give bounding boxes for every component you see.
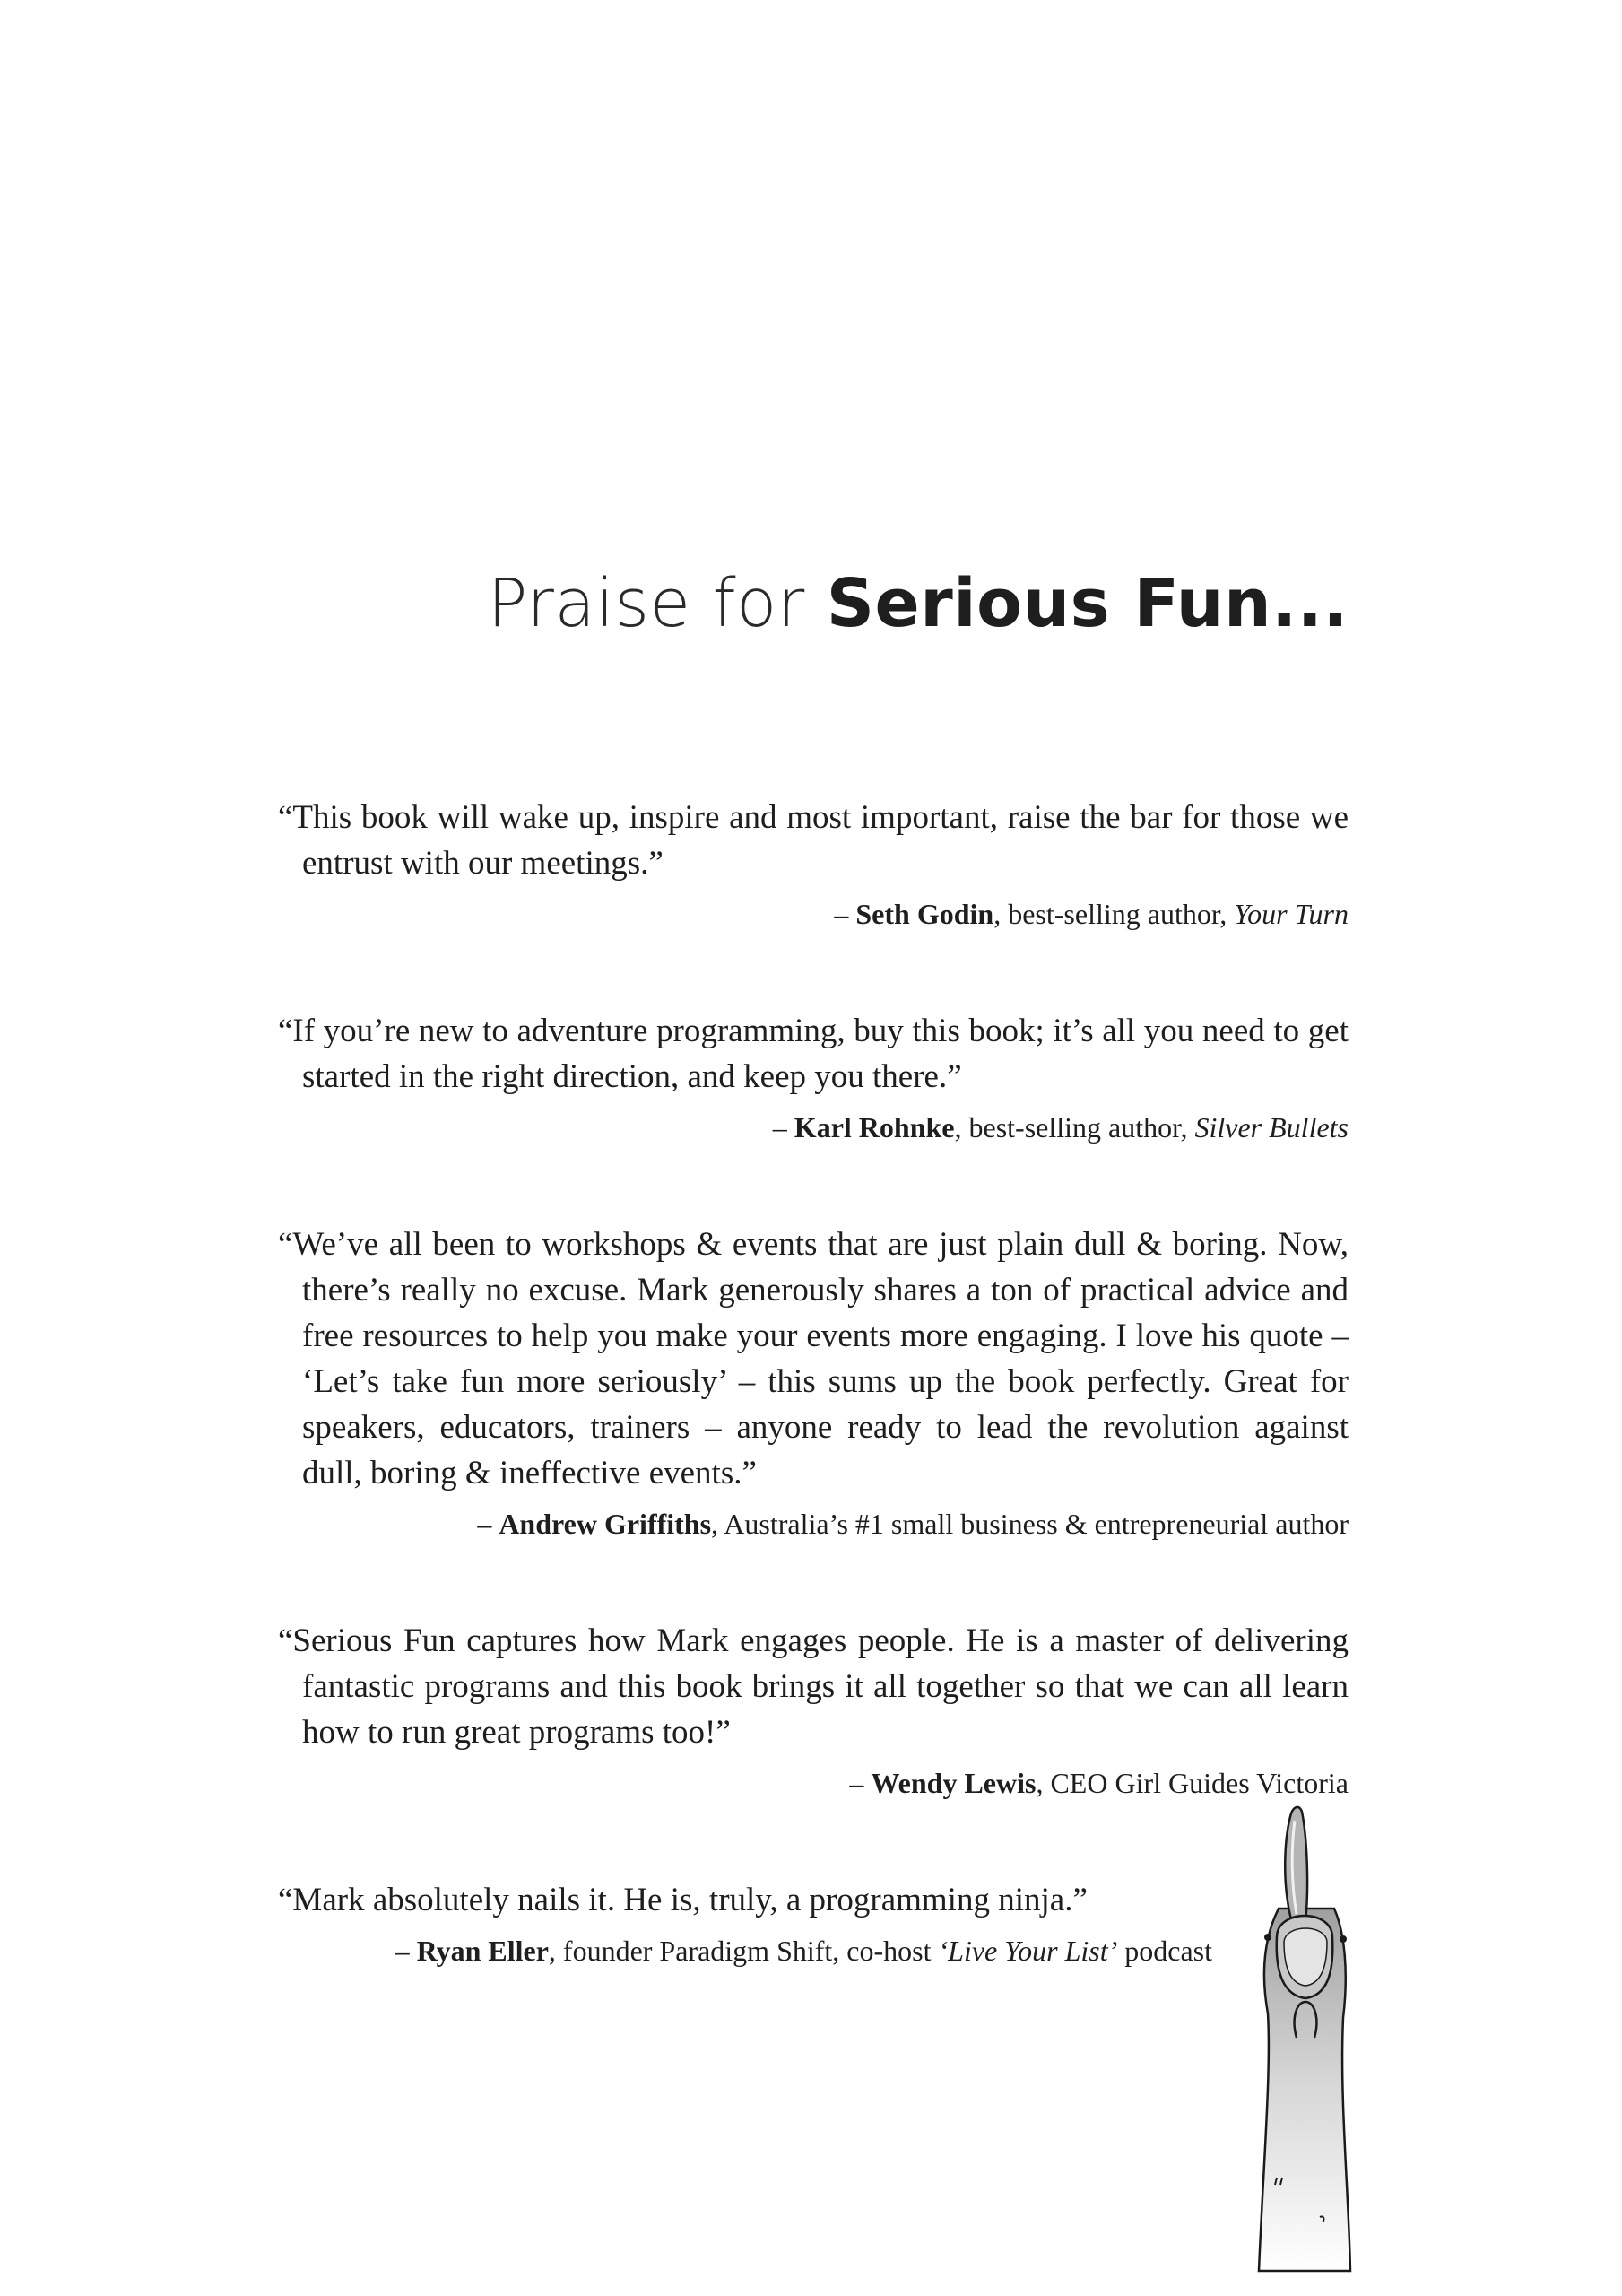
attribution-dash: – bbox=[834, 898, 856, 930]
quote-attribution bbox=[278, 1105, 1349, 1150]
attribution-role: , best-selling author, bbox=[954, 1111, 1195, 1144]
title-book-name: Serious Fun... bbox=[826, 565, 1349, 642]
quote-text: “Mark absolutely nails it. He is, truly, a programming ninja.” bbox=[278, 1882, 1088, 1918]
attribution-dash: – bbox=[477, 1508, 499, 1540]
attribution-role: , best-selling author, bbox=[993, 898, 1235, 930]
attribution-name: Ryan Eller bbox=[416, 1935, 549, 1967]
attribution-dash: – bbox=[395, 1935, 417, 1967]
quote-text: “This book will wake up, inspire and most important, raise the bar for those we entrust with our meetings.” bbox=[278, 799, 1349, 882]
attribution-work: ‘Live Your List’ bbox=[938, 1935, 1118, 1967]
quote-attribution bbox=[278, 1761, 1349, 1805]
attribution-suffix: podcast bbox=[1117, 1935, 1212, 1967]
quote-text: “If you’re new to adventure programming, buy this book; it’s all you need to get started in the right direction, and keep you there.” bbox=[278, 1013, 1349, 1095]
attribution-work: Your Turn bbox=[1234, 898, 1349, 930]
quote-attribution bbox=[278, 1928, 1212, 1973]
quote-text: “We’ve all been to workshops & events that are just plain dull & boring. Now, there’s really no excuse. Mark generously shares a ton of practical advice and free resources to help you make your events more engaging. I love his quote – ‘Let’s take fun more seriously’ – this sums up the book perfectly. Great for speakers, educators, trainers – anyone ready to lead the revolution against dull, boring & ineffective events.” bbox=[278, 1226, 1349, 1492]
quote-karl-rohnke bbox=[278, 1008, 1349, 1150]
ninja-figure-icon bbox=[1257, 1803, 1354, 2274]
attribution-dash: – bbox=[849, 1767, 872, 1799]
attribution-role: , founder Paradigm Shift, co-host bbox=[548, 1935, 939, 1967]
page-title bbox=[488, 563, 1349, 644]
title-prefix: Praise for bbox=[487, 565, 827, 642]
quote-attribution bbox=[278, 1501, 1349, 1546]
quote-attribution bbox=[278, 891, 1349, 936]
attribution-dash: – bbox=[772, 1111, 794, 1144]
quote-seth-godin bbox=[278, 795, 1349, 936]
attribution-role: , CEO Girl Guides Victoria bbox=[1036, 1767, 1349, 1799]
attribution-name: Wendy Lewis bbox=[871, 1767, 1037, 1799]
attribution-name: Karl Rohnke bbox=[794, 1111, 955, 1144]
attribution-work: Silver Bullets bbox=[1194, 1111, 1349, 1144]
attribution-name: Seth Godin bbox=[855, 898, 994, 930]
attribution-name: Andrew Griffiths bbox=[499, 1508, 712, 1540]
quote-andrew-griffiths bbox=[278, 1222, 1349, 1546]
quote-wendy-lewis bbox=[278, 1618, 1349, 1805]
quote-text: “Serious Fun captures how Mark engages people. He is a master of delivering fantastic programs and this book brings it all together so that we can all learn how to run great programs too!” bbox=[278, 1622, 1349, 1751]
attribution-role: , Australia’s #1 small business & entrepreneurial author bbox=[711, 1508, 1349, 1540]
quote-ryan-eller bbox=[278, 1877, 1212, 1973]
praise-quotes bbox=[278, 795, 1349, 2045]
